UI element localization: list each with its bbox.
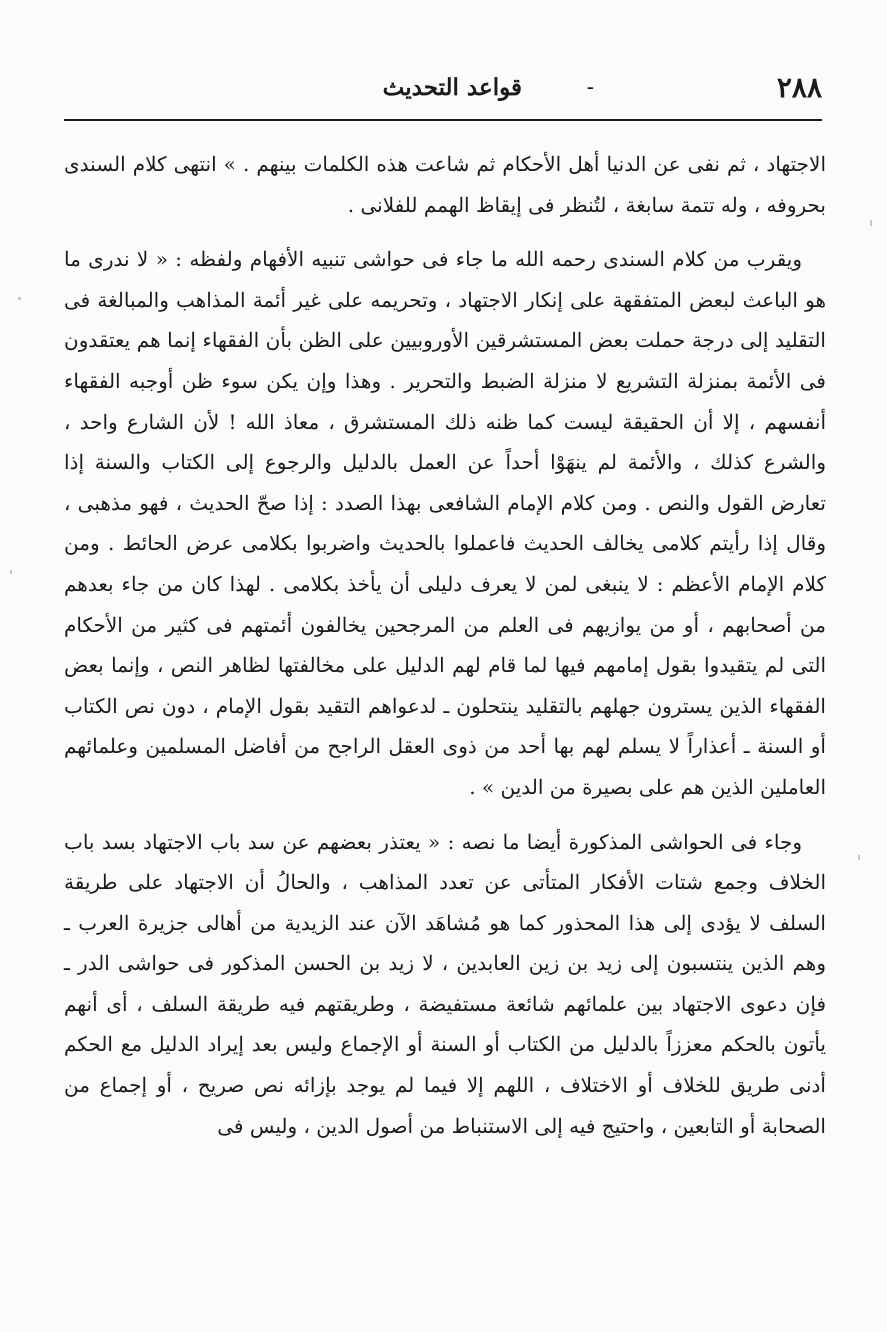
body-text	[64, 144, 826, 1146]
scan-speck	[870, 220, 872, 226]
page-header	[66, 70, 822, 110]
paragraph-1: الاجتهاد ، ثم نفى عن الدنيا أهل الأحكام ثم شاعت هذه الكلمات بينهم . » انتهى كلام السندى بحروفه ، وله تتمة سابغة ، لتُنظر فى إيقاظ الهمم للفلانى .	[64, 152, 826, 217]
paragraph-2: ويقرب من كلام السندى رحمه الله ما جاء فى حواشى تنبيه الأفهام ولفظه : « لا ندرى ما هو الباعث لبعض المتفقهة على إنكار الاجتهاد ، وتحريمه على غير أئمة المذاهب والمبالغة فى التقليد إلى درجة حملت بعض المستشرقين الأوروبيين على الظن بأن الفقهاء إنما هم يعتقدون فى الأئمة بمنزلة التشريع لا منزلة الضبط والتحرير . وهذا وإن يكن سوء ظن أوجبه الفقهاء أنفسهم ، إلا أن الحقيقة ليست كما ظنه ذلك المستشرق ، معاذ الله ! لأن الشارع واحد ، والشرع كذلك ، والأئمة لم ينهَوْا أحداً عن العمل بالدليل والرجوع إلى الكتاب والسنة إذا تعارض القول والنص . ومن كلام الإمام الشافعى بهذا الصدد : إذا صحّ الحديث ، فهو مذهبى ، وقال إذا رأيتم كلامى يخالف الحديث فاعملوا بالحديث واضربوا بكلامى عرض الحائط . ومن كلام الإمام الأعظم : لا ينبغى لمن لا يعرف دليلى أن يأخذ بكلامى . لهذا كان من جاء بعدهم من أصحابهم ، أو من يوازيهم فى العلم من المرجحين يخالفون أئمتهم فى كثير من الأحكام التى لم يتقيدوا بقول إمامهم فيها لما قام لهم الدليل على مخالفتها لظاهر النص ، وإنما بعض الفقهاء الذين يسترون جهلهم بالتقليد ينتحلون ـ لدعواهم التقيد بقول الإمام ، دون نص الكتاب أو السنة ـ أعذاراً لا يسلم لهم بها أحد من ذوى العقل الراجح من أفاضل المسلمين وعلمائهم العاملين الذين هم على بصيرة من الدين » .	[64, 247, 826, 799]
scan-speck	[18, 297, 21, 300]
paragraph-gap	[64, 225, 826, 239]
scan-speck	[858, 855, 860, 860]
page-number: ٢٨٨	[776, 71, 822, 104]
paragraph-gap	[64, 808, 826, 822]
header-separator: -	[586, 75, 594, 100]
paragraph-3: وجاء فى الحواشى المذكورة أيضا ما نصه : « يعتذر بعضهم عن سد باب الاجتهاد بسد باب الخلاف وجمع شتات الأفكار المتأتى عن تعدد المذاهب ، والحالُ أن الاجتهاد على طريقة السلف لا يؤدى إلى هذا المحذور كما هو مُشاهَد الآن عند الزيدية من أهالى جزيرة العرب ـ وهم الذين ينتسبون إلى زيد بن زين العابدين ، لا زيد بن الحسن المذكور فى حواشى الدر ـ فإن دعوى الاجتهاد بين علمائهم شائعة مستفيضة ، وطريقتهم فيه طريقة السلف ، أى أنهم يأتون بالحكم معززاً بالدليل من الكتاب أو السنة أو الإجماع وليس بعد إيراد الدليل مع الحكم أدنى طريق للخلاف أو الاختلاف ، اللهم إلا فيما لم يوجد بإزائه نص صريح ، أو إجماع من الصحابة أو التابعين ، واحتيج فيه إلى الاستنباط من أصول الدين ، وليس فى	[64, 829, 826, 1138]
scan-speck	[10, 570, 12, 574]
running-title: قواعد التحديث	[382, 74, 522, 101]
header-rule	[64, 119, 822, 121]
